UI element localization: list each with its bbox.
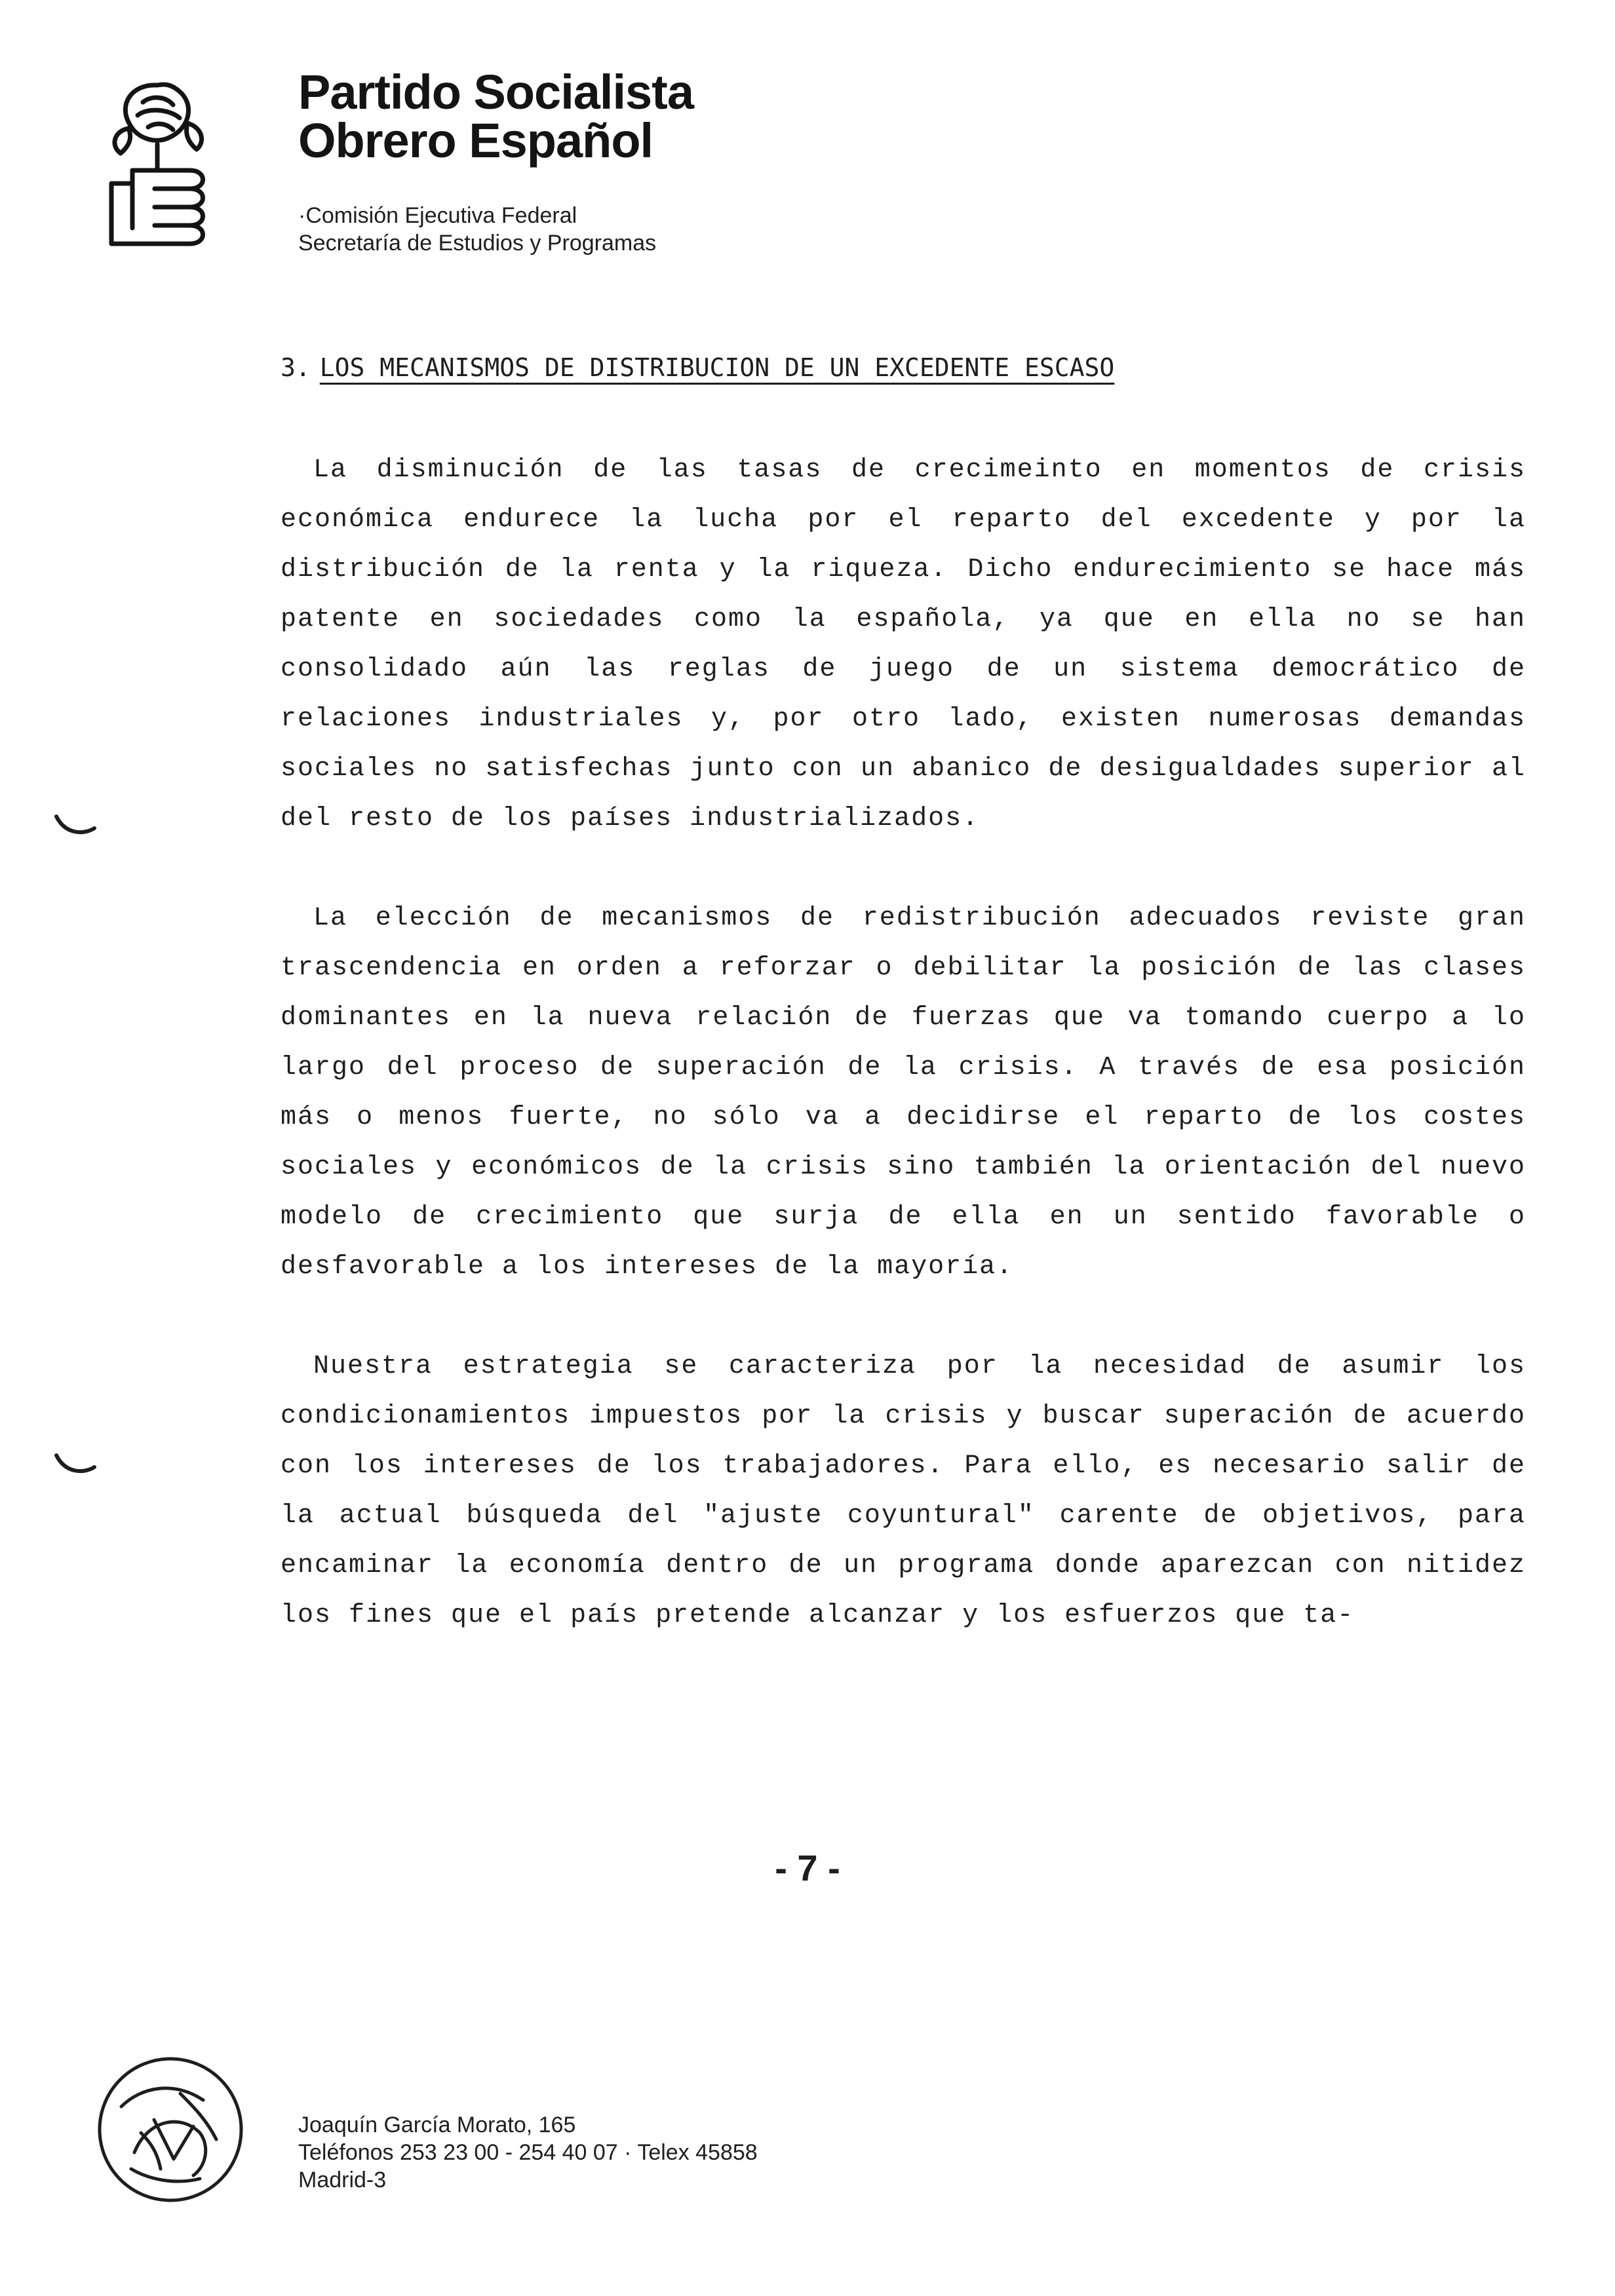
department-line1: ·Comisión Ejecutiva Federal xyxy=(298,203,577,228)
organization-name xyxy=(298,65,693,168)
address-street: Joaquín García Morato, 165 xyxy=(298,2113,576,2137)
organization-name-line1: Partido Socialista xyxy=(298,65,693,119)
paragraph-2: La elección de mecanismos de redistribución adecuados reviste gran trascendencia en orden a reforzar o debilitar la posición de las clases dominantes en la nueva relación de fuerzas que va tomando cuerpo a lo largo del proceso de superación de la crisis. A través de esa posición más o menos fuerte, no sólo va a decidirse el reparto de los costes sociales y económicos de la crisis sino también la orientación del nuevo modelo de crecimiento que surja de ella en un sentido favorable o desfavorable a los intereses de la mayoría. xyxy=(281,904,1526,1282)
page-number: - 7 - xyxy=(775,1847,840,1888)
section-title: LOS MECANISMOS DE DISTRIBUCION DE UN EXCEDENTE ESCASO xyxy=(319,353,1115,382)
address-phones: Teléfonos 253 23 00 - 254 40 07 · Telex 45858 xyxy=(298,2140,758,2165)
section-heading xyxy=(281,351,1114,384)
document-body xyxy=(281,446,1526,1691)
department-line2: Secretaría de Estudios y Programas xyxy=(298,231,657,256)
section-number: 3. xyxy=(281,353,311,382)
fist-and-rose-icon xyxy=(92,72,223,262)
department xyxy=(298,202,656,257)
paragraph-1: La disminución de las tasas de crecimeinto en momentos de crisis económica endurece la lucha por el reparto del excedente y por la distribución de la renta y la riqueza. Dicho endurecimiento se hace más patente en sociedades como la española, ya que en ella no se han consolidado aún las reglas de juego de un sistema democrático de relaciones industriales y, por otro lado, existen numerosas demandas sociales no satisfechas junto con un abanico de desigualdades superior al del resto de los países industrializados. xyxy=(281,455,1526,833)
punch-mark xyxy=(52,813,98,839)
punch-mark xyxy=(52,1451,98,1478)
paragraph-3: Nuestra estrategia se caracteriza por la necesidad de asumir los condicionamientos impuestos por la crisis y buscar superación de acuerdo con los intereses de los trabajadores. Para ello, es necesario salir de la actual búsqueda del "ajuste coyuntural" carente de objetivos, para encaminar la economía dentro de un programa donde aparezcan con nitidez los fines que el país pretende alcanzar y los esfuerzos que ta- xyxy=(281,1352,1526,1630)
organization-name-line2: Obrero Español xyxy=(298,113,653,168)
footer-address xyxy=(298,2111,758,2194)
round-seal-icon xyxy=(95,2054,246,2205)
address-city: Madrid-3 xyxy=(298,2168,387,2192)
